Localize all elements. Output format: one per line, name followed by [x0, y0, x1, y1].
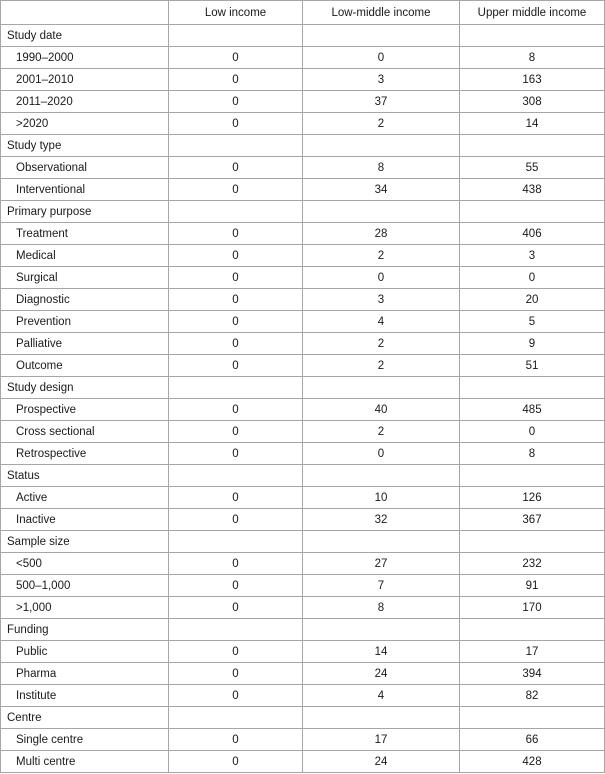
- upper-middle-income-value: 485: [460, 399, 605, 421]
- table-row: [1, 113, 605, 135]
- row-label: Diagnostic: [1, 289, 169, 311]
- table-row: [1, 443, 605, 465]
- low-income-value: 0: [169, 91, 303, 113]
- upper-middle-income-value: 367: [460, 509, 605, 531]
- low-income-value: 0: [169, 729, 303, 751]
- low-middle-income-value: 28: [303, 223, 460, 245]
- header-low-income: Low income: [169, 1, 303, 25]
- low-middle-income-value: 27: [303, 553, 460, 575]
- low-income-value: 0: [169, 443, 303, 465]
- section-row: [1, 25, 605, 47]
- low-middle-income-value: 40: [303, 399, 460, 421]
- low-middle-income-value: 4: [303, 311, 460, 333]
- empty-cell: [169, 707, 303, 729]
- low-middle-income-value: 10: [303, 487, 460, 509]
- low-income-value: 0: [169, 597, 303, 619]
- low-income-value: 0: [169, 663, 303, 685]
- low-middle-income-value: 2: [303, 245, 460, 267]
- empty-cell: [303, 531, 460, 553]
- low-income-value: 0: [169, 289, 303, 311]
- row-label: 500–1,000: [1, 575, 169, 597]
- row-label: >2020: [1, 113, 169, 135]
- low-middle-income-value: 37: [303, 91, 460, 113]
- low-middle-income-value: 7: [303, 575, 460, 597]
- empty-cell: [169, 619, 303, 641]
- upper-middle-income-value: 0: [460, 421, 605, 443]
- table-header: [1, 1, 605, 25]
- low-income-value: 0: [169, 355, 303, 377]
- section-row: [1, 707, 605, 729]
- upper-middle-income-value: 126: [460, 487, 605, 509]
- upper-middle-income-value: 55: [460, 157, 605, 179]
- row-label: Prospective: [1, 399, 169, 421]
- low-middle-income-value: 4: [303, 685, 460, 707]
- low-income-value: 0: [169, 69, 303, 91]
- low-income-value: 0: [169, 509, 303, 531]
- row-label: Single centre: [1, 729, 169, 751]
- table-row: [1, 575, 605, 597]
- section-title: Study date: [1, 25, 169, 47]
- low-middle-income-value: 8: [303, 597, 460, 619]
- low-middle-income-value: 3: [303, 289, 460, 311]
- table-row: [1, 47, 605, 69]
- row-label: Public: [1, 641, 169, 663]
- row-label: 1990–2000: [1, 47, 169, 69]
- table-row: [1, 597, 605, 619]
- low-middle-income-value: 8: [303, 157, 460, 179]
- empty-cell: [460, 619, 605, 641]
- row-label: Multi centre: [1, 751, 169, 773]
- low-income-value: 0: [169, 575, 303, 597]
- table-row: [1, 509, 605, 531]
- section-row: [1, 531, 605, 553]
- empty-cell: [303, 135, 460, 157]
- low-middle-income-value: 2: [303, 113, 460, 135]
- upper-middle-income-value: 308: [460, 91, 605, 113]
- row-label: Institute: [1, 685, 169, 707]
- row-label: Surgical: [1, 267, 169, 289]
- empty-cell: [169, 531, 303, 553]
- row-label: Retrospective: [1, 443, 169, 465]
- table-row: [1, 685, 605, 707]
- upper-middle-income-value: 9: [460, 333, 605, 355]
- row-label: Cross sectional: [1, 421, 169, 443]
- row-label: Active: [1, 487, 169, 509]
- header-blank: [1, 1, 169, 25]
- table-row: [1, 355, 605, 377]
- section-title: Study design: [1, 377, 169, 399]
- section-row: [1, 619, 605, 641]
- empty-cell: [169, 135, 303, 157]
- row-label: 2001–2010: [1, 69, 169, 91]
- empty-cell: [169, 377, 303, 399]
- upper-middle-income-value: 406: [460, 223, 605, 245]
- table-row: [1, 245, 605, 267]
- table-row: [1, 223, 605, 245]
- upper-middle-income-value: 66: [460, 729, 605, 751]
- row-label: <500: [1, 553, 169, 575]
- row-label: 2011–2020: [1, 91, 169, 113]
- low-middle-income-value: 3: [303, 69, 460, 91]
- upper-middle-income-value: 8: [460, 443, 605, 465]
- upper-middle-income-value: 232: [460, 553, 605, 575]
- row-label: Prevention: [1, 311, 169, 333]
- table-row: [1, 157, 605, 179]
- table-row: [1, 289, 605, 311]
- low-income-value: 0: [169, 553, 303, 575]
- empty-cell: [303, 707, 460, 729]
- section-title: Sample size: [1, 531, 169, 553]
- low-middle-income-value: 24: [303, 751, 460, 773]
- empty-cell: [169, 25, 303, 47]
- low-income-value: 0: [169, 685, 303, 707]
- table-row: [1, 751, 605, 773]
- empty-cell: [303, 377, 460, 399]
- table-row: [1, 641, 605, 663]
- low-income-value: 0: [169, 421, 303, 443]
- low-income-value: 0: [169, 223, 303, 245]
- section-row: [1, 377, 605, 399]
- header-upper-middle-income: Upper middle income: [460, 1, 605, 25]
- low-middle-income-value: 0: [303, 47, 460, 69]
- row-label: Inactive: [1, 509, 169, 531]
- upper-middle-income-value: 91: [460, 575, 605, 597]
- table-row: [1, 553, 605, 575]
- row-label: Interventional: [1, 179, 169, 201]
- header-row: [1, 1, 605, 25]
- upper-middle-income-value: 163: [460, 69, 605, 91]
- header-low-middle-income: Low-middle income: [303, 1, 460, 25]
- upper-middle-income-value: 20: [460, 289, 605, 311]
- section-title: Status: [1, 465, 169, 487]
- upper-middle-income-value: 3: [460, 245, 605, 267]
- section-row: [1, 135, 605, 157]
- row-label: Treatment: [1, 223, 169, 245]
- empty-cell: [169, 465, 303, 487]
- row-label: >1,000: [1, 597, 169, 619]
- low-income-value: 0: [169, 751, 303, 773]
- table-row: [1, 663, 605, 685]
- upper-middle-income-value: 8: [460, 47, 605, 69]
- low-income-value: 0: [169, 179, 303, 201]
- empty-cell: [460, 377, 605, 399]
- low-income-value: 0: [169, 157, 303, 179]
- upper-middle-income-value: 0: [460, 267, 605, 289]
- row-label: Pharma: [1, 663, 169, 685]
- table-row: [1, 69, 605, 91]
- empty-cell: [303, 25, 460, 47]
- low-middle-income-value: 2: [303, 421, 460, 443]
- upper-middle-income-value: 438: [460, 179, 605, 201]
- upper-middle-income-value: 170: [460, 597, 605, 619]
- empty-cell: [169, 201, 303, 223]
- row-label: Medical: [1, 245, 169, 267]
- upper-middle-income-value: 428: [460, 751, 605, 773]
- section-title: Primary purpose: [1, 201, 169, 223]
- table-row: [1, 421, 605, 443]
- table-row: [1, 91, 605, 113]
- low-income-value: 0: [169, 245, 303, 267]
- section-row: [1, 201, 605, 223]
- low-income-value: 0: [169, 47, 303, 69]
- table-row: [1, 487, 605, 509]
- low-income-value: 0: [169, 333, 303, 355]
- empty-cell: [460, 135, 605, 157]
- section-title: Funding: [1, 619, 169, 641]
- section-title: Study type: [1, 135, 169, 157]
- low-income-value: 0: [169, 311, 303, 333]
- low-middle-income-value: 32: [303, 509, 460, 531]
- low-income-value: 0: [169, 113, 303, 135]
- low-income-value: 0: [169, 487, 303, 509]
- empty-cell: [303, 201, 460, 223]
- table-row: [1, 267, 605, 289]
- section-row: [1, 465, 605, 487]
- upper-middle-income-value: 14: [460, 113, 605, 135]
- low-middle-income-value: 2: [303, 355, 460, 377]
- low-income-value: 0: [169, 267, 303, 289]
- empty-cell: [303, 465, 460, 487]
- upper-middle-income-value: 394: [460, 663, 605, 685]
- low-middle-income-value: 0: [303, 443, 460, 465]
- empty-cell: [460, 707, 605, 729]
- empty-cell: [460, 531, 605, 553]
- low-middle-income-value: 14: [303, 641, 460, 663]
- row-label: Observational: [1, 157, 169, 179]
- table-row: [1, 179, 605, 201]
- row-label: Outcome: [1, 355, 169, 377]
- low-middle-income-value: 34: [303, 179, 460, 201]
- table-body: [1, 25, 605, 773]
- table-row: [1, 399, 605, 421]
- upper-middle-income-value: 5: [460, 311, 605, 333]
- low-middle-income-value: 2: [303, 333, 460, 355]
- row-label: Palliative: [1, 333, 169, 355]
- low-middle-income-value: 24: [303, 663, 460, 685]
- upper-middle-income-value: 82: [460, 685, 605, 707]
- low-income-value: 0: [169, 641, 303, 663]
- upper-middle-income-value: 51: [460, 355, 605, 377]
- table-row: [1, 333, 605, 355]
- low-middle-income-value: 0: [303, 267, 460, 289]
- upper-middle-income-value: 17: [460, 641, 605, 663]
- section-title: Centre: [1, 707, 169, 729]
- table-row: [1, 311, 605, 333]
- low-income-value: 0: [169, 399, 303, 421]
- table-row: [1, 729, 605, 751]
- empty-cell: [460, 201, 605, 223]
- empty-cell: [460, 25, 605, 47]
- empty-cell: [303, 619, 460, 641]
- empty-cell: [460, 465, 605, 487]
- low-middle-income-value: 17: [303, 729, 460, 751]
